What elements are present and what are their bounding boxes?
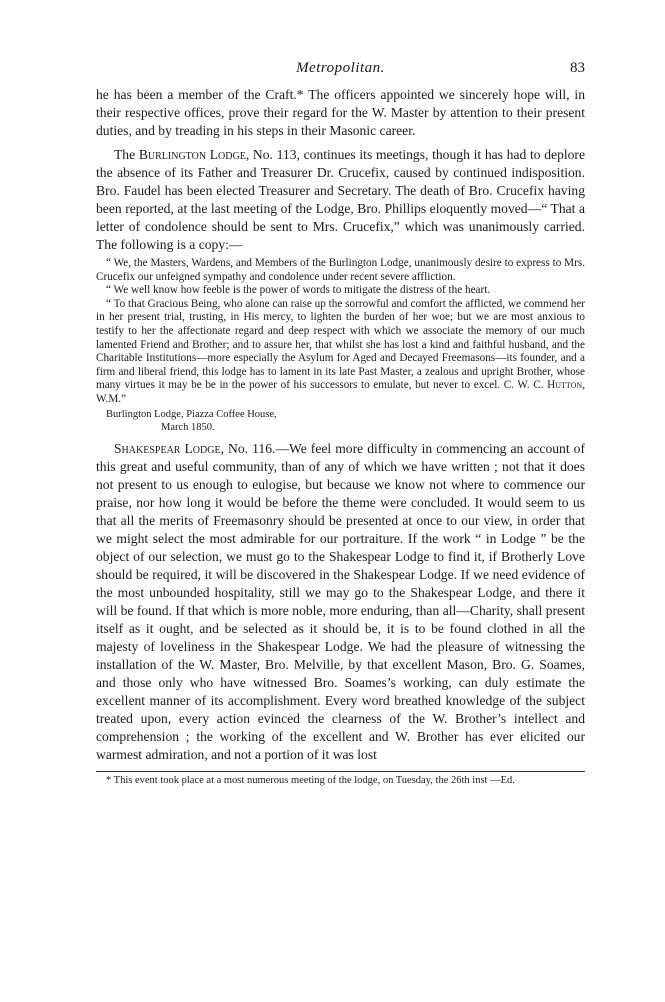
paragraph-burlington: The Burlington Lodge, No. 113, continues its meetings, though it has had to deplore the absence of its Father and Treasurer Dr. Crucefix, caused by continued indisposition. Bro. Faudel has been elected Treasurer and Secretary. The death of Bro. Crucefix having been reported, at the last meeting of the Lodge, Bro. Phillips eloquently moved—“ That a letter of condolence should be sent to Mrs. Crucefix,” which was unanimously carried. The following is a copy:—	[96, 147, 585, 252]
letter-paragraph: “ We well know how feeble is the power of words to mitigate the distress of the heart.	[106, 284, 491, 297]
footnote-rule	[96, 771, 585, 772]
letter-paragraph: “ To that Gracious Being, who alone can raise up the sorrowful and comfort the afflicted, we commend her in her present trial, trusting, in His mercy, to lighten the burden of her woe; but we are most anxious to testify to her the affectionate regard and deep respect with which we associate the memory of our much lamented Friend and Brother; and to assure her, that whilst she has lost a kind and faithful husband, and the Charitable Institutions—more especially the Asylum for Aged and Decayed Freemasons—its founder, and a firm and liberal friend, this lodge has to lament in its late Past Master, a zealous and upright Brother, whose many virtues it may be be in the power of his successors to emulate, but never to excel. C. W. C. Hutton, W.M.”	[96, 297, 586, 405]
page	[96, 60, 585, 787]
body-text	[96, 86, 585, 254]
letter-signature	[96, 408, 585, 434]
paragraph-shakespear: Shakespear Lodge, No. 116.—We feel more difficulty in commencing an account of this great and useful community, than of any of which we have written ; not that it does not present to us enough to eulogise, but because we know not where to commence our praise, nor how long it would be before the theme were concluded. It would seem to us that all the merits of Freemasonry should be presented at once to our view, in order that we might select the most admirable for our portraiture. If the work “ in Lodge ” be the object of our selection, we must go to the Shakespear Lodge to find it, if Brotherly Love should be required, it will be discovered in the Shakespear Lodge. If we need evidence of the most unbounded hospitality, still we may go to the Shakespear Lodge, and there it will be found. If that which is more noble, more enduring, than all—Charity, shall present itself as it ought, and be selected as it should be, it is to be found clothed in all the majesty of loveliness in the Shakespear Lodge. We had the pleasure of witnessing the installation of the W. Master, Bro. Melville, by that excellent Mason, Bro. G. Soames, and those only who have witnessed Bro. Soames’s working, can duly estimate the excellent manner of its accomplishment. Every word breathed knowledge of the subject treated upon, every action evinced the clearness of the W. Brother’s intellect and comprehension ; the working of the excellent and W. Brother has ever elicited our warmest admiration, and not a portion of it was lost	[96, 440, 585, 762]
condolence-letter	[96, 257, 585, 407]
letter-paragraph: “ We, the Masters, Wardens, and Members of the Burlington Lodge, unanimously desire to express to Mrs. Crucefix our unfeigned sympathy and condolence under recent severe affliction.	[96, 257, 585, 283]
running-title: Metropolitan.	[296, 60, 385, 76]
footnote: * This event took place at a most numerous meeting of the lodge, on Tuesday, the 26th inst —Ed.	[106, 774, 515, 786]
paragraph-continuation: he has been a member of the Craft.* The officers appointed we sincerely hope will, in their respective offices, prove their regard for the W. Master by attention to their present duties, and by treading in his steps in their Masonic career.	[96, 87, 585, 138]
signature-date: March 1850.	[161, 421, 215, 433]
signature-name: C. W. C. Hutton, W.M.”	[96, 379, 586, 405]
body-text-shakespear	[96, 440, 585, 764]
lodge-name-burlington: Burlington Lodge	[138, 147, 246, 162]
lodge-name-shakespear: Shakespear Lodge	[114, 440, 221, 456]
running-header	[96, 60, 585, 86]
signature-place: Burlington Lodge, Piazza Coffee House,	[106, 408, 277, 420]
page-number: 83	[570, 60, 585, 76]
